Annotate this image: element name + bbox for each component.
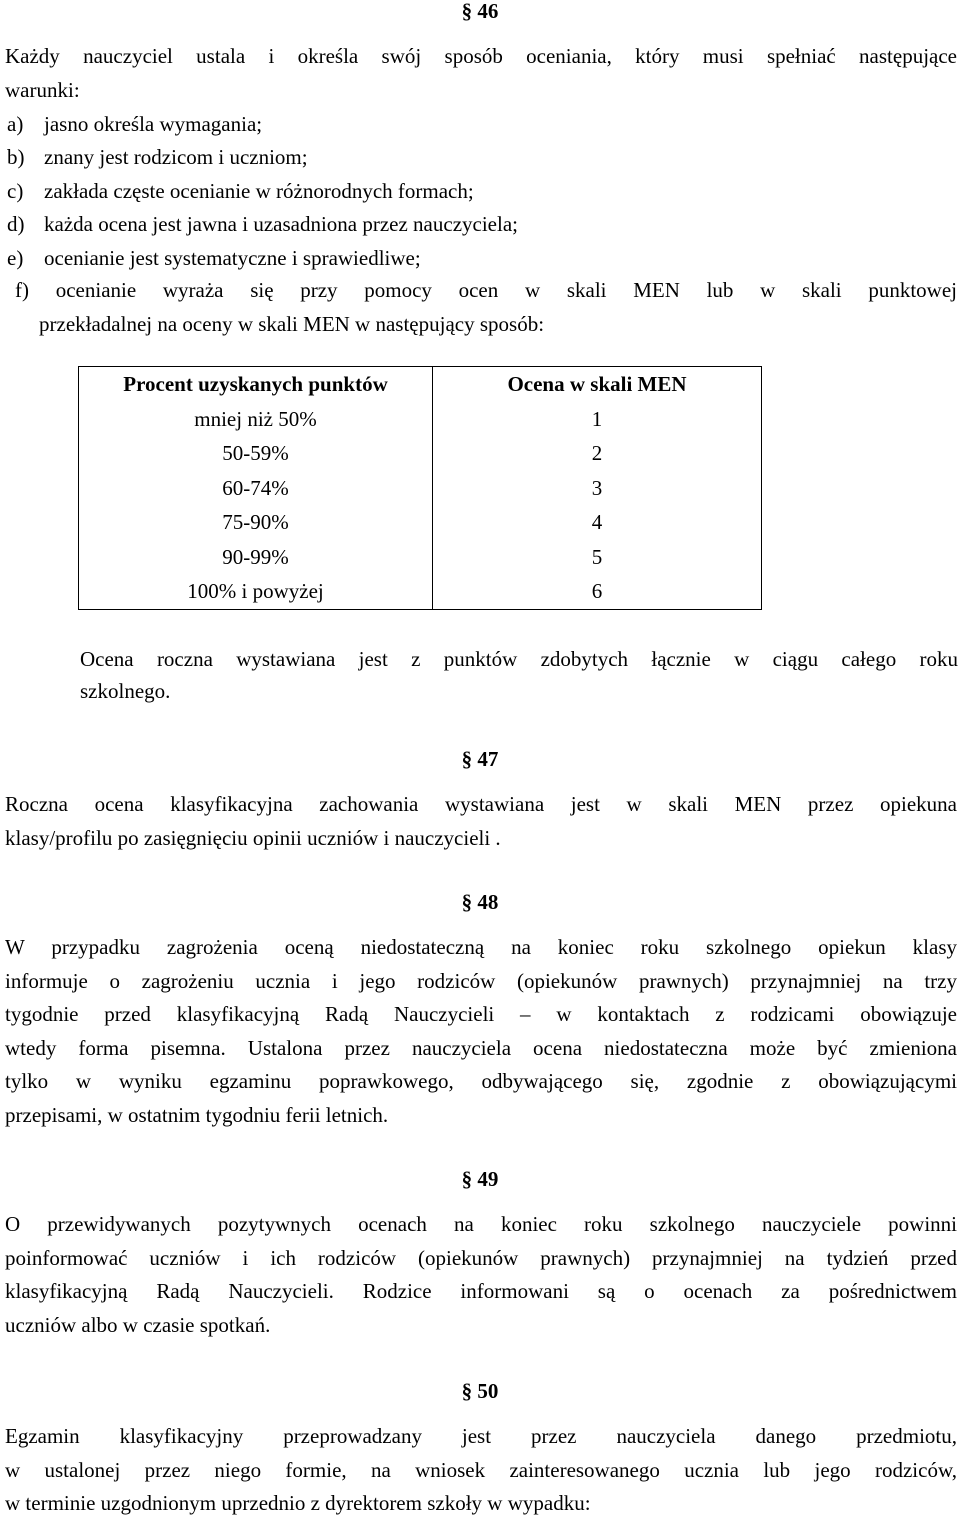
section-47-paragraph — [5, 788, 957, 855]
table-cell: 5 — [433, 540, 762, 575]
column-header: Ocena w skali MEN — [433, 367, 762, 403]
table-cell: 2 — [433, 437, 762, 472]
intro-line: warunki: — [5, 77, 80, 102]
section-sign: § — [461, 747, 473, 771]
paragraph-line: przepisami, w ostatnim tygodniu ferii letnich. — [5, 1102, 389, 1127]
list-item: d) każda ocena jest jawna i uzasadniona przez nauczyciela; — [7, 212, 518, 237]
section-sign: § — [461, 890, 473, 914]
section-48-paragraph — [5, 931, 957, 1133]
section-number: 49 — [477, 1167, 499, 1191]
paragraph-line: tygodnie przed klasyfikacyjną Radą Nauczycieli – w kontaktach z rodzicami obowiązuje — [5, 1002, 957, 1027]
section-heading-48 — [0, 889, 960, 915]
intro-line: Każdy nauczyciel ustala i określa swój sposób oceniania, który musi spełniać następujące — [5, 44, 957, 68]
paragraph-line: O przewidywanych pozytywnych ocenach na koniec roku szkolnego nauczyciele powinni — [5, 1212, 957, 1236]
section-sign: § — [461, 1379, 473, 1403]
note-line: Ocena roczna wystawiana jest z punktów zdobytych łącznie w ciągu całego roku — [80, 647, 958, 671]
paragraph-line: tylko w wyniku egzaminu poprawkowego, odbywającego się, zgodnie z obowiązującymi — [5, 1069, 957, 1094]
table-cell: 3 — [433, 471, 762, 506]
table-row — [79, 437, 762, 472]
table-cell: mniej niż 50% — [79, 402, 433, 437]
annual-grade-note — [80, 643, 958, 707]
grade-conversion-table — [78, 366, 762, 610]
paragraph-line: W przypadku zagrożenia oceną niedostateczną na koniec roku szkolnego opiekun klasy — [5, 935, 957, 959]
paragraph-line: klasyfikacyjną Radą Nauczycieli. Rodzice informowani są o ocenach za pośrednictwem — [5, 1279, 957, 1304]
section-49-paragraph — [5, 1208, 957, 1342]
paragraph-line: Egzamin klasyfikacyjny przeprowadzany jest przez nauczyciela danego przedmiotu, — [5, 1424, 957, 1448]
note-line: szkolnego. — [80, 679, 171, 703]
condition-f-line: f) ocenianie wyraża się przy pomocy ocen w skali MEN lub w skali punktowej — [5, 274, 957, 308]
paragraph-line: wtedy forma pisemna. Ustalona przez nauczyciela ocena niedostateczna może być zmieniona — [5, 1035, 957, 1060]
section-heading-47 — [0, 746, 960, 772]
table-row — [79, 540, 762, 575]
condition-f-line: przekładalnej na oceny w skali MEN w następujący sposób: — [39, 311, 545, 336]
condition-f-paragraph — [5, 274, 957, 341]
section-number: 47 — [477, 747, 499, 771]
table-cell: 100% i powyżej — [79, 575, 433, 610]
paragraph-line: Roczna ocena klasyfikacyjna zachowania wystawiana jest w skali MEN przez opiekuna — [5, 792, 957, 816]
table-row — [79, 575, 762, 610]
column-header: Procent uzyskanych punktów — [79, 367, 433, 403]
section-50-paragraph — [5, 1420, 957, 1521]
table-cell: 75-90% — [79, 506, 433, 541]
intro-paragraph — [5, 40, 957, 107]
table-cell: 60-74% — [79, 471, 433, 506]
paragraph-line: klasy/profilu po zasięgnięciu opinii uczniów i nauczycieli . — [5, 825, 501, 850]
section-heading-46 — [0, 0, 960, 24]
section-heading-49 — [0, 1166, 960, 1192]
table-cell: 90-99% — [79, 540, 433, 575]
table-header-row — [79, 367, 762, 403]
conditions-list — [5, 108, 957, 275]
paragraph-line: informuje o zagrożeniu ucznia i jego rodziców (opiekunów prawnych) przynajmniej na trzy — [5, 968, 957, 993]
table-cell: 50-59% — [79, 437, 433, 472]
table-cell: 1 — [433, 402, 762, 437]
table-cell: 6 — [433, 575, 762, 610]
section-number: 48 — [477, 890, 499, 914]
paragraph-line: w ustalonej przez niego formie, na wniosek zainteresowanego ucznia lub jego rodziców, — [5, 1457, 957, 1482]
table-row — [79, 471, 762, 506]
section-number: 46 — [477, 0, 499, 23]
list-item: c) zakłada częste ocenianie w różnorodnych formach; — [7, 178, 474, 203]
list-item: e) ocenianie jest systematyczne i sprawiedliwe; — [7, 245, 421, 270]
table-row — [79, 506, 762, 541]
section-heading-50 — [0, 1378, 960, 1404]
table-row — [79, 402, 762, 437]
paragraph-line: w terminie uzgodnionym uprzednio z dyrektorem szkoły w wypadku: — [5, 1491, 591, 1516]
section-sign: § — [461, 1167, 473, 1191]
list-item: b) znany jest rodzicom i uczniom; — [7, 145, 308, 170]
paragraph-line: uczniów albo w czasie spotkań. — [5, 1312, 271, 1337]
table-cell: 4 — [433, 506, 762, 541]
paragraph-line: poinformować uczniów i ich rodziców (opiekunów prawnych) przynajmniej na tydzień przed — [5, 1245, 957, 1270]
list-item: a) jasno określa wymagania; — [7, 112, 263, 136]
list-marker: f) — [15, 278, 29, 302]
section-number: 50 — [477, 1379, 499, 1403]
section-sign: § — [461, 0, 473, 23]
